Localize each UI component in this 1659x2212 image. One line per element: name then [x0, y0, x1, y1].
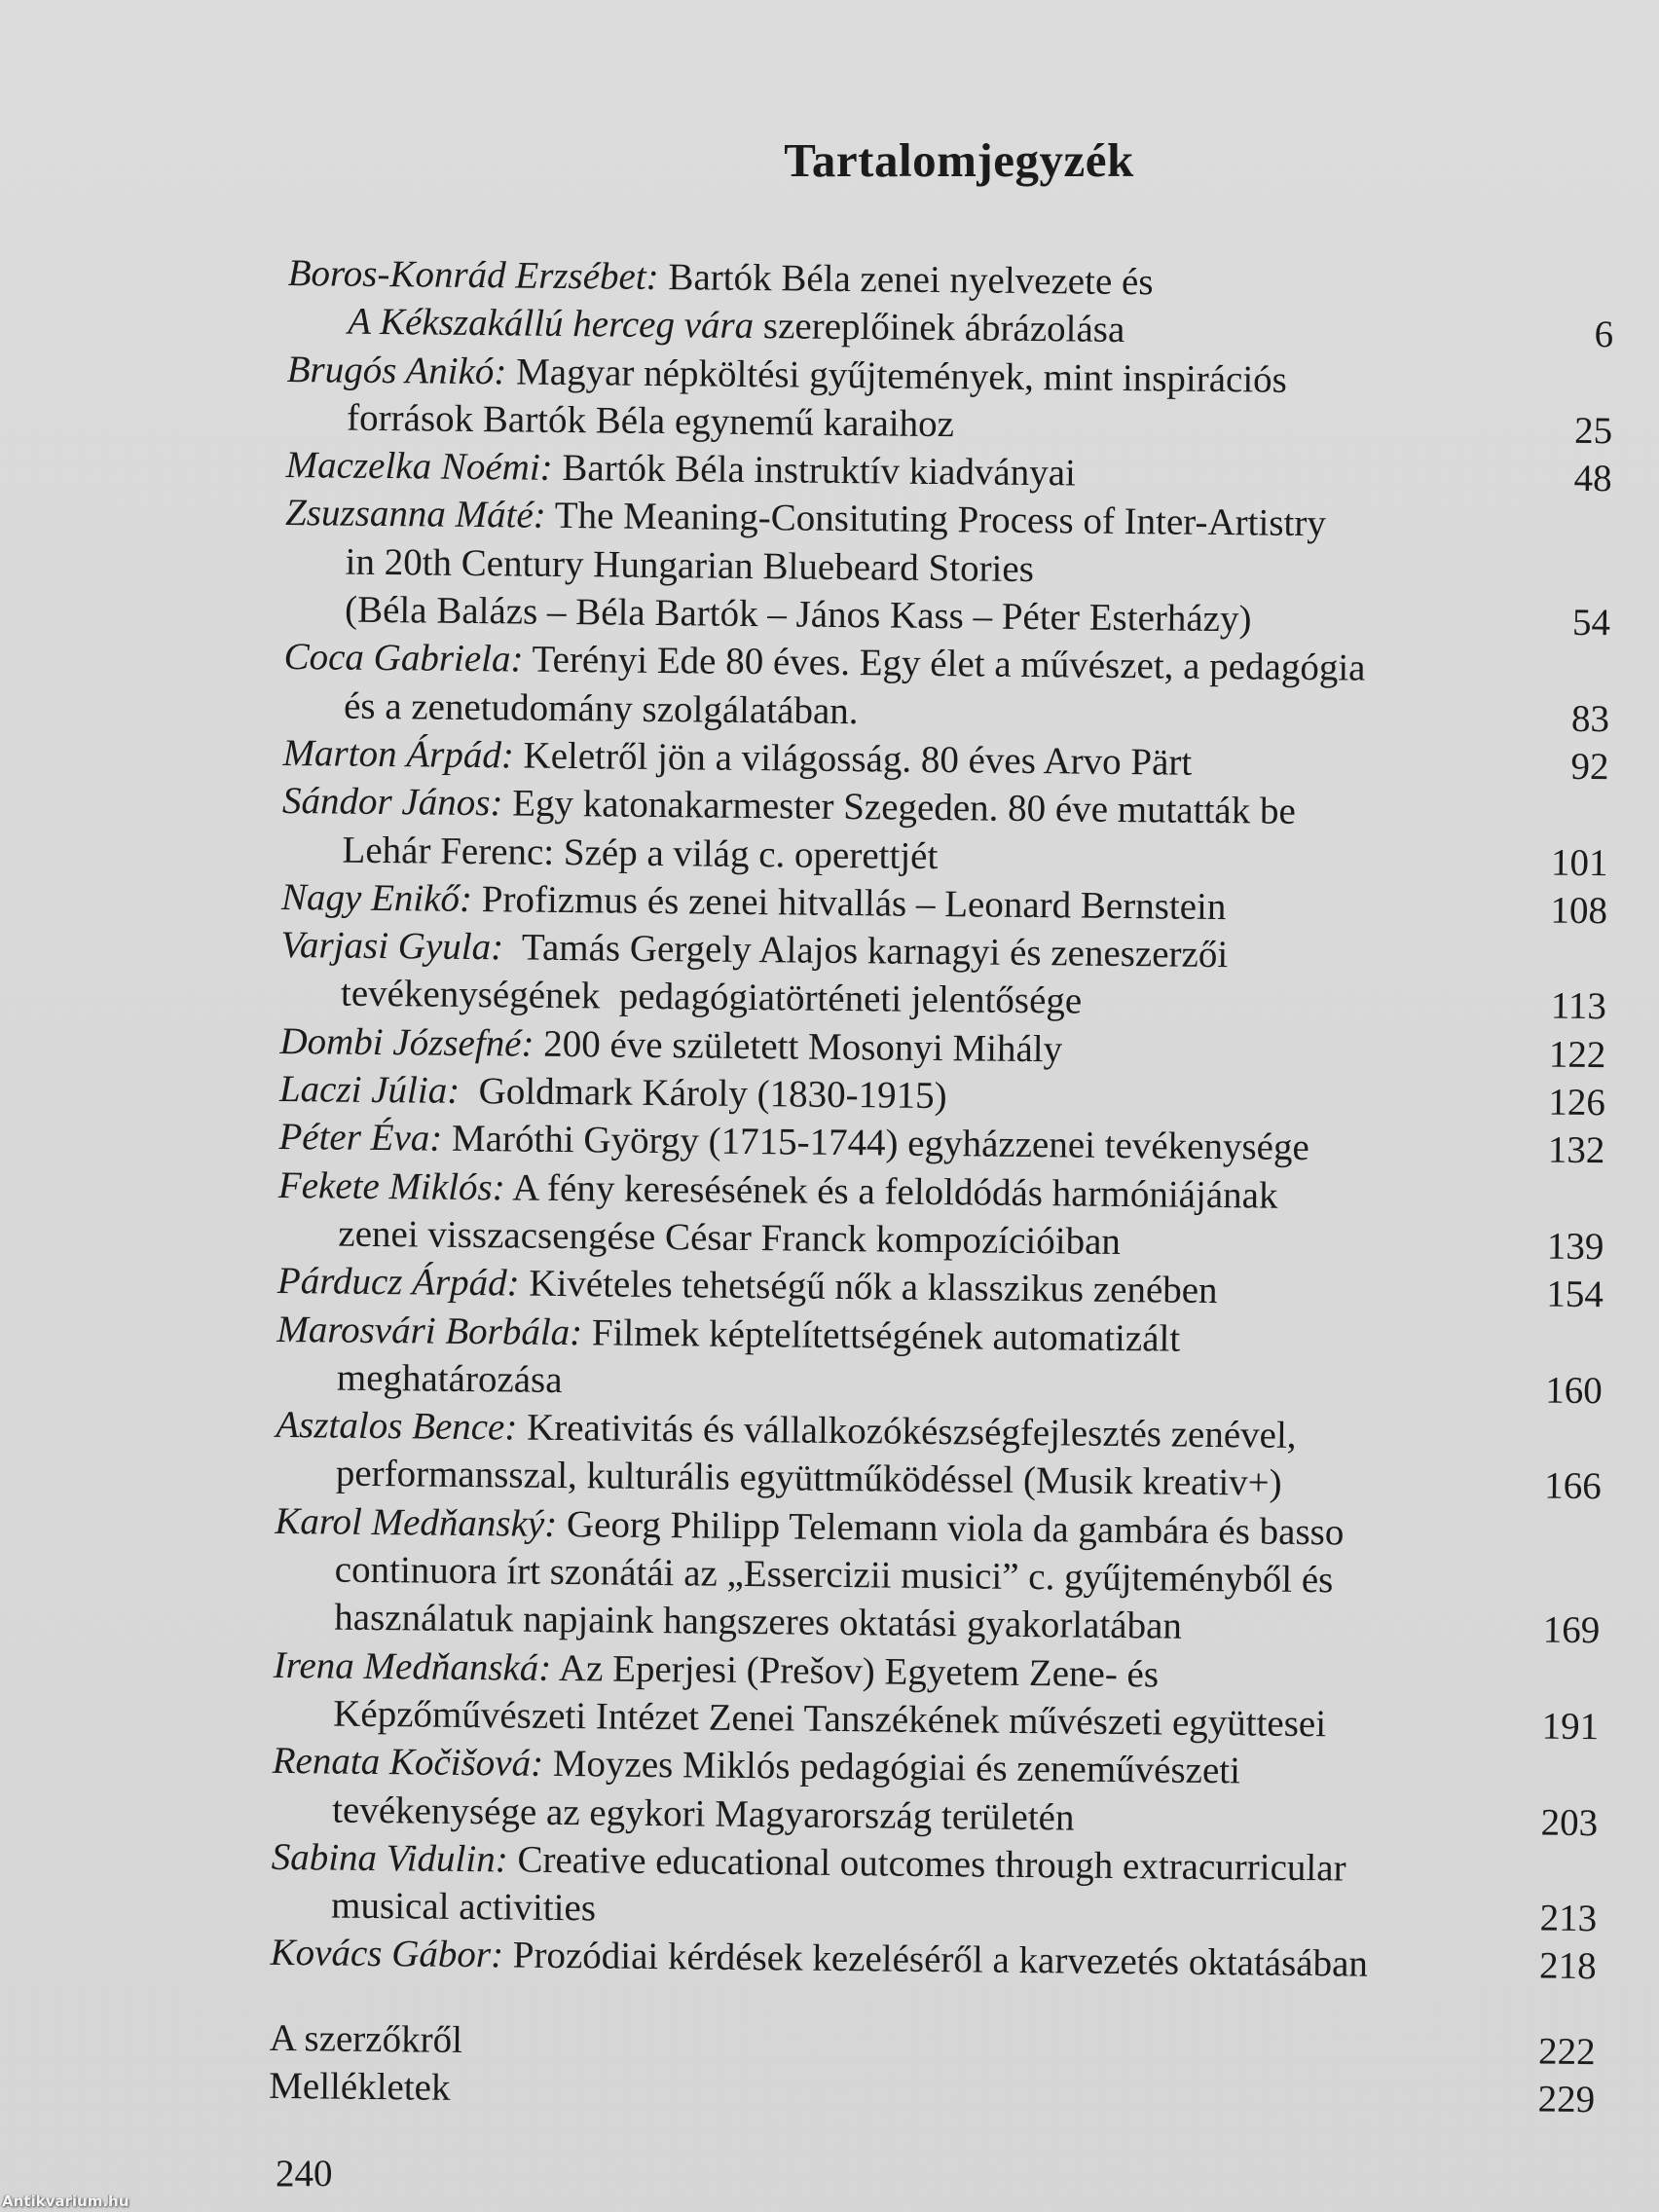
entry-title: 200 éve született Mosonyi Mihály — [534, 1022, 1063, 1071]
entry-author: Párducz Árpád: — [276, 1260, 520, 1305]
toc-entry — [276, 1401, 1603, 1511]
entry-title: (Béla Balázs – Béla Bartók – János Kass – Péter Esterházy) — [344, 588, 1252, 641]
page-number: 166 — [1544, 1465, 1602, 1508]
page-number: 229 — [1537, 2078, 1596, 2121]
page-title: Tartalomjegyzék — [784, 133, 1134, 187]
entry-title: Az Eperjesi (Prešov) Egyetem Zene- és — [551, 1646, 1160, 1696]
toc-entry — [272, 1737, 1599, 1847]
entry-author: Sabina Vidulin: — [271, 1835, 508, 1881]
page-number: 191 — [1541, 1705, 1600, 1749]
entry-title: Creative educational outcomes through extracurricular — [507, 1838, 1346, 1890]
entry-title: Bartók Béla zenei nyelvezete és — [658, 255, 1154, 304]
entry-title: tevékenységének pedagógiatörténeti jelentősége — [340, 973, 1083, 1023]
entry-author: Varjasi Gyula: — [280, 924, 504, 969]
entry-author: Sándor János: — [281, 780, 503, 825]
entry-title: A fény keresésének és a feloldódás harmóniájának — [504, 1166, 1278, 1217]
page-number: 169 — [1542, 1608, 1601, 1652]
page-number: 6 — [1594, 313, 1614, 356]
entry-title: Goldmark Károly (1830-1915) — [459, 1069, 947, 1118]
toc-entry — [286, 346, 1613, 456]
entry-title: continuora írt szonátái az „Essercizii musici” c. gyűjteményből és — [334, 1548, 1334, 1602]
toc-entries — [270, 249, 1614, 1991]
page-number: 122 — [1548, 1033, 1606, 1076]
entry-title: Kreativitás és vállalkozókészségfejlesztés zenével, — [517, 1406, 1297, 1457]
entry-title: Lehár Ferenc: Szép a világ c. operettjét — [342, 829, 939, 877]
entry-author: Renata Kočišová: — [272, 1740, 544, 1786]
entry-title: Képzőművészeti Intézet Zenei Tanszékének művészeti együttesei — [333, 1692, 1327, 1746]
watermark-logo: Antikvarium.hu — [2, 2193, 129, 2210]
entry-author: Coca Gabriela: — [283, 636, 524, 681]
entry-title: Keletről jön a világosság. 80 éves Arvo Pärt — [513, 734, 1193, 784]
page-number: 113 — [1550, 985, 1607, 1028]
entry-title: zenei visszacsengése César Franck kompozícióiban — [338, 1212, 1122, 1263]
toc-entry — [284, 489, 1611, 646]
table-of-contents — [269, 249, 1614, 2123]
page-number: 25 — [1573, 409, 1613, 453]
entry-author: Kovács Gábor: — [270, 1932, 504, 1976]
extra-label: Mellékletek — [269, 2064, 451, 2109]
entry-title: performansszal, kulturális együttműködéssel (Musik kreativ+) — [335, 1453, 1282, 1505]
entry-title: Filmek képtelítettségének automatizált — [581, 1310, 1181, 1360]
toc-entry — [277, 1161, 1604, 1272]
page-number: 160 — [1545, 1369, 1604, 1413]
entry-title: Magyar népköltési gyűjtemények, mint inspirációs — [506, 350, 1288, 401]
entry-title: meghatározása — [336, 1356, 563, 1401]
entry-author: Maczelka Noémi: — [285, 444, 553, 490]
entry-title-italic: A Kékszakállú herceg vára — [347, 300, 755, 348]
entry-author: Laczi Júlia: — [278, 1068, 461, 1112]
entry-title: Bartók Béla instruktív kiadványai — [552, 447, 1077, 495]
entry-title: szereplőinek ábrázolása — [753, 305, 1125, 351]
entry-title: használatuk napjaink hangszeres oktatási gyakorlatában — [334, 1596, 1183, 1648]
entry-title: in 20th Century Hungarian Bluebeard Stories — [345, 540, 1035, 590]
entry-title: Profizmus és zenei hitvallás – Leonard Bernstein — [471, 877, 1227, 928]
entry-author: Brugós Anikó: — [286, 348, 507, 392]
entry-author: Marton Árpád: — [282, 731, 515, 777]
toc-entry — [280, 921, 1607, 1031]
page-number: 101 — [1550, 841, 1608, 884]
entry-title: Tamás Gergely Alajos karnagyi és zeneszerzői — [502, 926, 1229, 977]
entry-title: Prozódiai kérdések kezeléséről a karvezetés oktatásában — [502, 1934, 1369, 1986]
folio-page-number: 240 — [276, 2153, 333, 2194]
entry-title: források Bartók Béla egynemű karaihoz — [346, 396, 955, 446]
toc-extras — [269, 2014, 1596, 2124]
entry-title: és a zenetudomány szolgálatában. — [343, 684, 859, 732]
page-number: 108 — [1550, 889, 1608, 933]
page-number: 213 — [1539, 1897, 1598, 1940]
toc-entry — [276, 1305, 1604, 1415]
page-number: 132 — [1547, 1128, 1605, 1172]
entry-author: Marosvári Borbála: — [276, 1308, 583, 1353]
page-number: 218 — [1538, 1944, 1597, 1988]
page-number: 139 — [1546, 1225, 1604, 1269]
entry-author: Dombi Józsefné: — [279, 1019, 535, 1065]
page-number: 48 — [1573, 458, 1612, 500]
entry-title: tevékenysége az egykori Magyarország területén — [331, 1788, 1075, 1839]
page-number: 92 — [1570, 745, 1609, 789]
page-number: 203 — [1540, 1801, 1599, 1844]
entry-author: Zsuzsanna Máté: — [284, 492, 546, 537]
entry-title: Georg Philipp Telemann viola da gambára és basso — [557, 1502, 1345, 1554]
page-number: 126 — [1548, 1081, 1606, 1124]
entry-title: Moyzes Miklós pedagógiai és zeneművészeti — [542, 1743, 1241, 1792]
entry-title: Terényi Ede 80 éves. Egy élet a művészet, a pedagógia — [523, 638, 1366, 689]
page-number: 83 — [1570, 697, 1610, 740]
entry-author: Asztalos Bence: — [276, 1404, 518, 1449]
extra-label: A szerzőkről — [269, 2016, 463, 2061]
toc-entry — [271, 1833, 1598, 1943]
entry-author: Péter Éva: — [278, 1116, 443, 1161]
toc-entry — [273, 1641, 1600, 1751]
entry-title: musical activities — [330, 1884, 597, 1930]
entry-title: Kivételes tehetségű nők a klasszikus zenében — [519, 1262, 1218, 1312]
entry-title: The Meaning-Consituting Process of Inter-Artistry — [545, 495, 1327, 545]
page-number: 222 — [1537, 2030, 1596, 2073]
page-number: 54 — [1571, 601, 1611, 645]
toc-entry — [281, 777, 1608, 887]
toc-entry — [274, 1497, 1601, 1655]
entry-author: Fekete Miklós: — [277, 1163, 505, 1209]
entry-title: Egy katonakarmester Szegeden. 80 éve mutatták be — [502, 782, 1296, 833]
entry-author: Irena Medňanská: — [273, 1643, 552, 1689]
entry-author: Boros-Konrád Erzsébet: — [287, 251, 659, 298]
entry-title: Maróthi György (1715-1744) egyházzenei tevékenysége — [442, 1118, 1310, 1169]
entry-author: Nagy Enikő: — [280, 875, 473, 920]
toc-entry — [283, 633, 1610, 743]
entry-author: Karol Medňanský: — [275, 1499, 558, 1545]
page-number: 154 — [1546, 1272, 1604, 1316]
toc-entry — [287, 249, 1614, 359]
